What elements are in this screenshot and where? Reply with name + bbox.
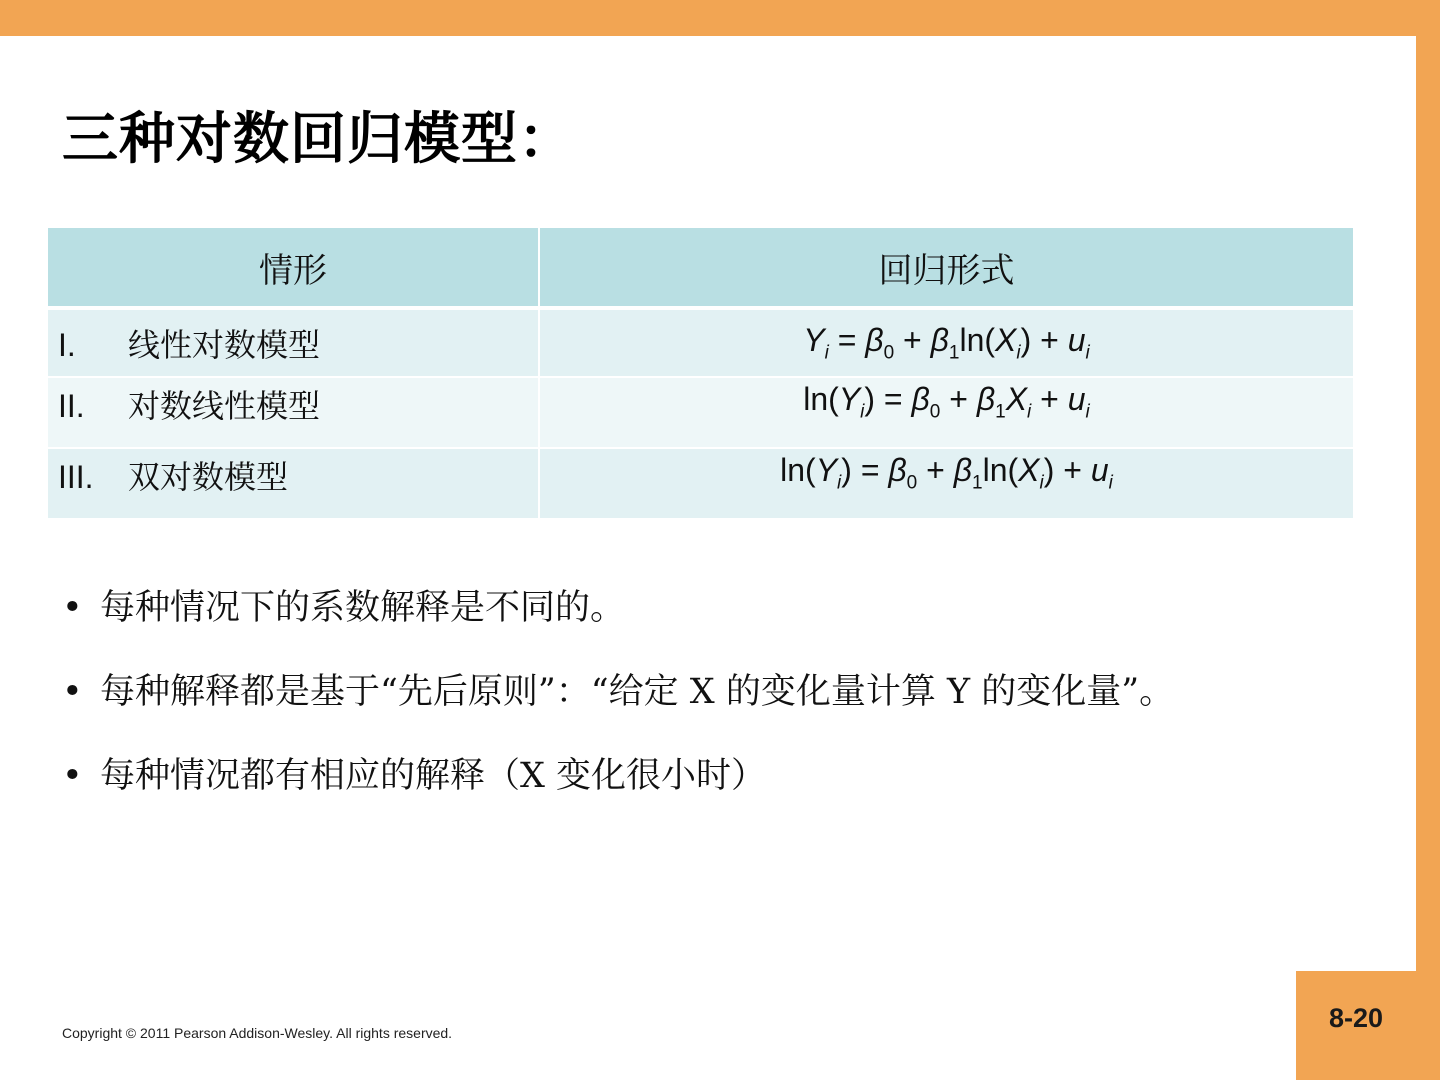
top-accent-bar bbox=[0, 0, 1440, 36]
log-models-table bbox=[48, 228, 1355, 520]
row-numeral: II. bbox=[58, 388, 85, 424]
formula-part: X bbox=[1005, 381, 1028, 417]
bullet-item bbox=[62, 664, 1174, 748]
row-numeral: I. bbox=[58, 327, 76, 363]
formula-part: i bbox=[1085, 342, 1090, 364]
formula-part: β bbox=[953, 452, 972, 488]
formula-part: i bbox=[1027, 401, 1032, 423]
formula-part: i bbox=[837, 472, 842, 494]
formula-part: 0 bbox=[906, 472, 918, 494]
bullet-text: 每种解释都是基于“先后原则”：“给定 X 的变化量计算 Y 的变化量”。 bbox=[100, 672, 1175, 712]
bullet-dot-icon: • bbox=[62, 672, 83, 712]
case-label: 对数线性模型 bbox=[128, 387, 321, 425]
bullet-dot-icon: • bbox=[62, 588, 83, 628]
formula-part: u bbox=[1067, 321, 1086, 358]
header-case: 情形 bbox=[48, 228, 539, 308]
formula-part: β bbox=[911, 381, 930, 417]
formula-part: 1 bbox=[995, 401, 1006, 423]
case-label: 线性对数模型 bbox=[128, 326, 321, 364]
formula-part: ln( bbox=[982, 452, 1019, 488]
formula-part: i bbox=[1016, 342, 1021, 364]
row-numeral: III. bbox=[58, 459, 94, 495]
formula-part: i bbox=[1039, 472, 1044, 494]
formula-part: i bbox=[824, 342, 829, 364]
formula-part: 1 bbox=[948, 342, 960, 364]
case-label: 双对数模型 bbox=[128, 458, 289, 496]
table-header-row bbox=[48, 228, 1354, 308]
formula-part: ) + bbox=[1043, 452, 1091, 488]
formula-part: = bbox=[828, 321, 866, 358]
copyright-notice: Copyright © 2011 Pearson Addison-Wesley. All rights reserved. bbox=[62, 1025, 453, 1041]
formula-part: ln( bbox=[780, 452, 816, 488]
formula-part: β bbox=[930, 321, 949, 358]
formula-part: 0 bbox=[929, 401, 941, 423]
formula-part: + bbox=[917, 452, 954, 488]
formula-part: 1 bbox=[972, 472, 983, 494]
formula-cell bbox=[539, 377, 1354, 448]
slide-title: 三种对数回归模型： bbox=[62, 107, 575, 172]
formula-part: 0 bbox=[883, 342, 895, 364]
right-accent-bar bbox=[1416, 0, 1440, 1080]
bullet-item bbox=[62, 580, 1174, 664]
formula-part: + bbox=[894, 321, 931, 358]
formula-part: i bbox=[1108, 472, 1113, 494]
formula-part: ln( bbox=[803, 381, 839, 417]
table-row bbox=[48, 448, 1354, 519]
formula-part: ) + bbox=[1020, 321, 1068, 358]
formula-part: ) = bbox=[864, 381, 912, 417]
page-number: 8-20 bbox=[1328, 1003, 1384, 1033]
bullet-list bbox=[62, 580, 1174, 832]
formula-part: u bbox=[1067, 381, 1086, 417]
formula-part: Y bbox=[815, 452, 838, 488]
formula-part: + bbox=[940, 381, 977, 417]
header-regression-form: 回归形式 bbox=[539, 228, 1354, 308]
table-row bbox=[48, 308, 1354, 377]
formula-cell bbox=[539, 448, 1354, 519]
formula-part: Y bbox=[838, 381, 861, 417]
table-row bbox=[48, 377, 1354, 448]
formula-part: + bbox=[1031, 381, 1068, 417]
bullet-text: 每种情况都有相应的解释（X 变化很小时） bbox=[100, 756, 767, 796]
formula-part: ln( bbox=[959, 321, 996, 358]
case-cell bbox=[48, 377, 539, 448]
formula-part: X bbox=[1018, 452, 1040, 488]
formula-part: i bbox=[860, 401, 865, 423]
formula-part: u bbox=[1090, 452, 1109, 488]
formula-part: i bbox=[1085, 401, 1090, 423]
bullet-item bbox=[62, 748, 1174, 832]
formula-part: Y bbox=[803, 321, 825, 358]
formula-part: β bbox=[976, 381, 996, 417]
formula-cell bbox=[539, 308, 1354, 377]
formula-part: β bbox=[888, 452, 907, 488]
formula-part: ) = bbox=[841, 452, 889, 488]
bullet-text: 每种情况下的系数解释是不同的。 bbox=[100, 588, 626, 628]
formula-part: X bbox=[995, 321, 1017, 358]
case-cell bbox=[48, 308, 539, 377]
formula-part: β bbox=[865, 321, 884, 358]
case-cell bbox=[48, 448, 539, 519]
bullet-dot-icon: • bbox=[62, 756, 83, 796]
